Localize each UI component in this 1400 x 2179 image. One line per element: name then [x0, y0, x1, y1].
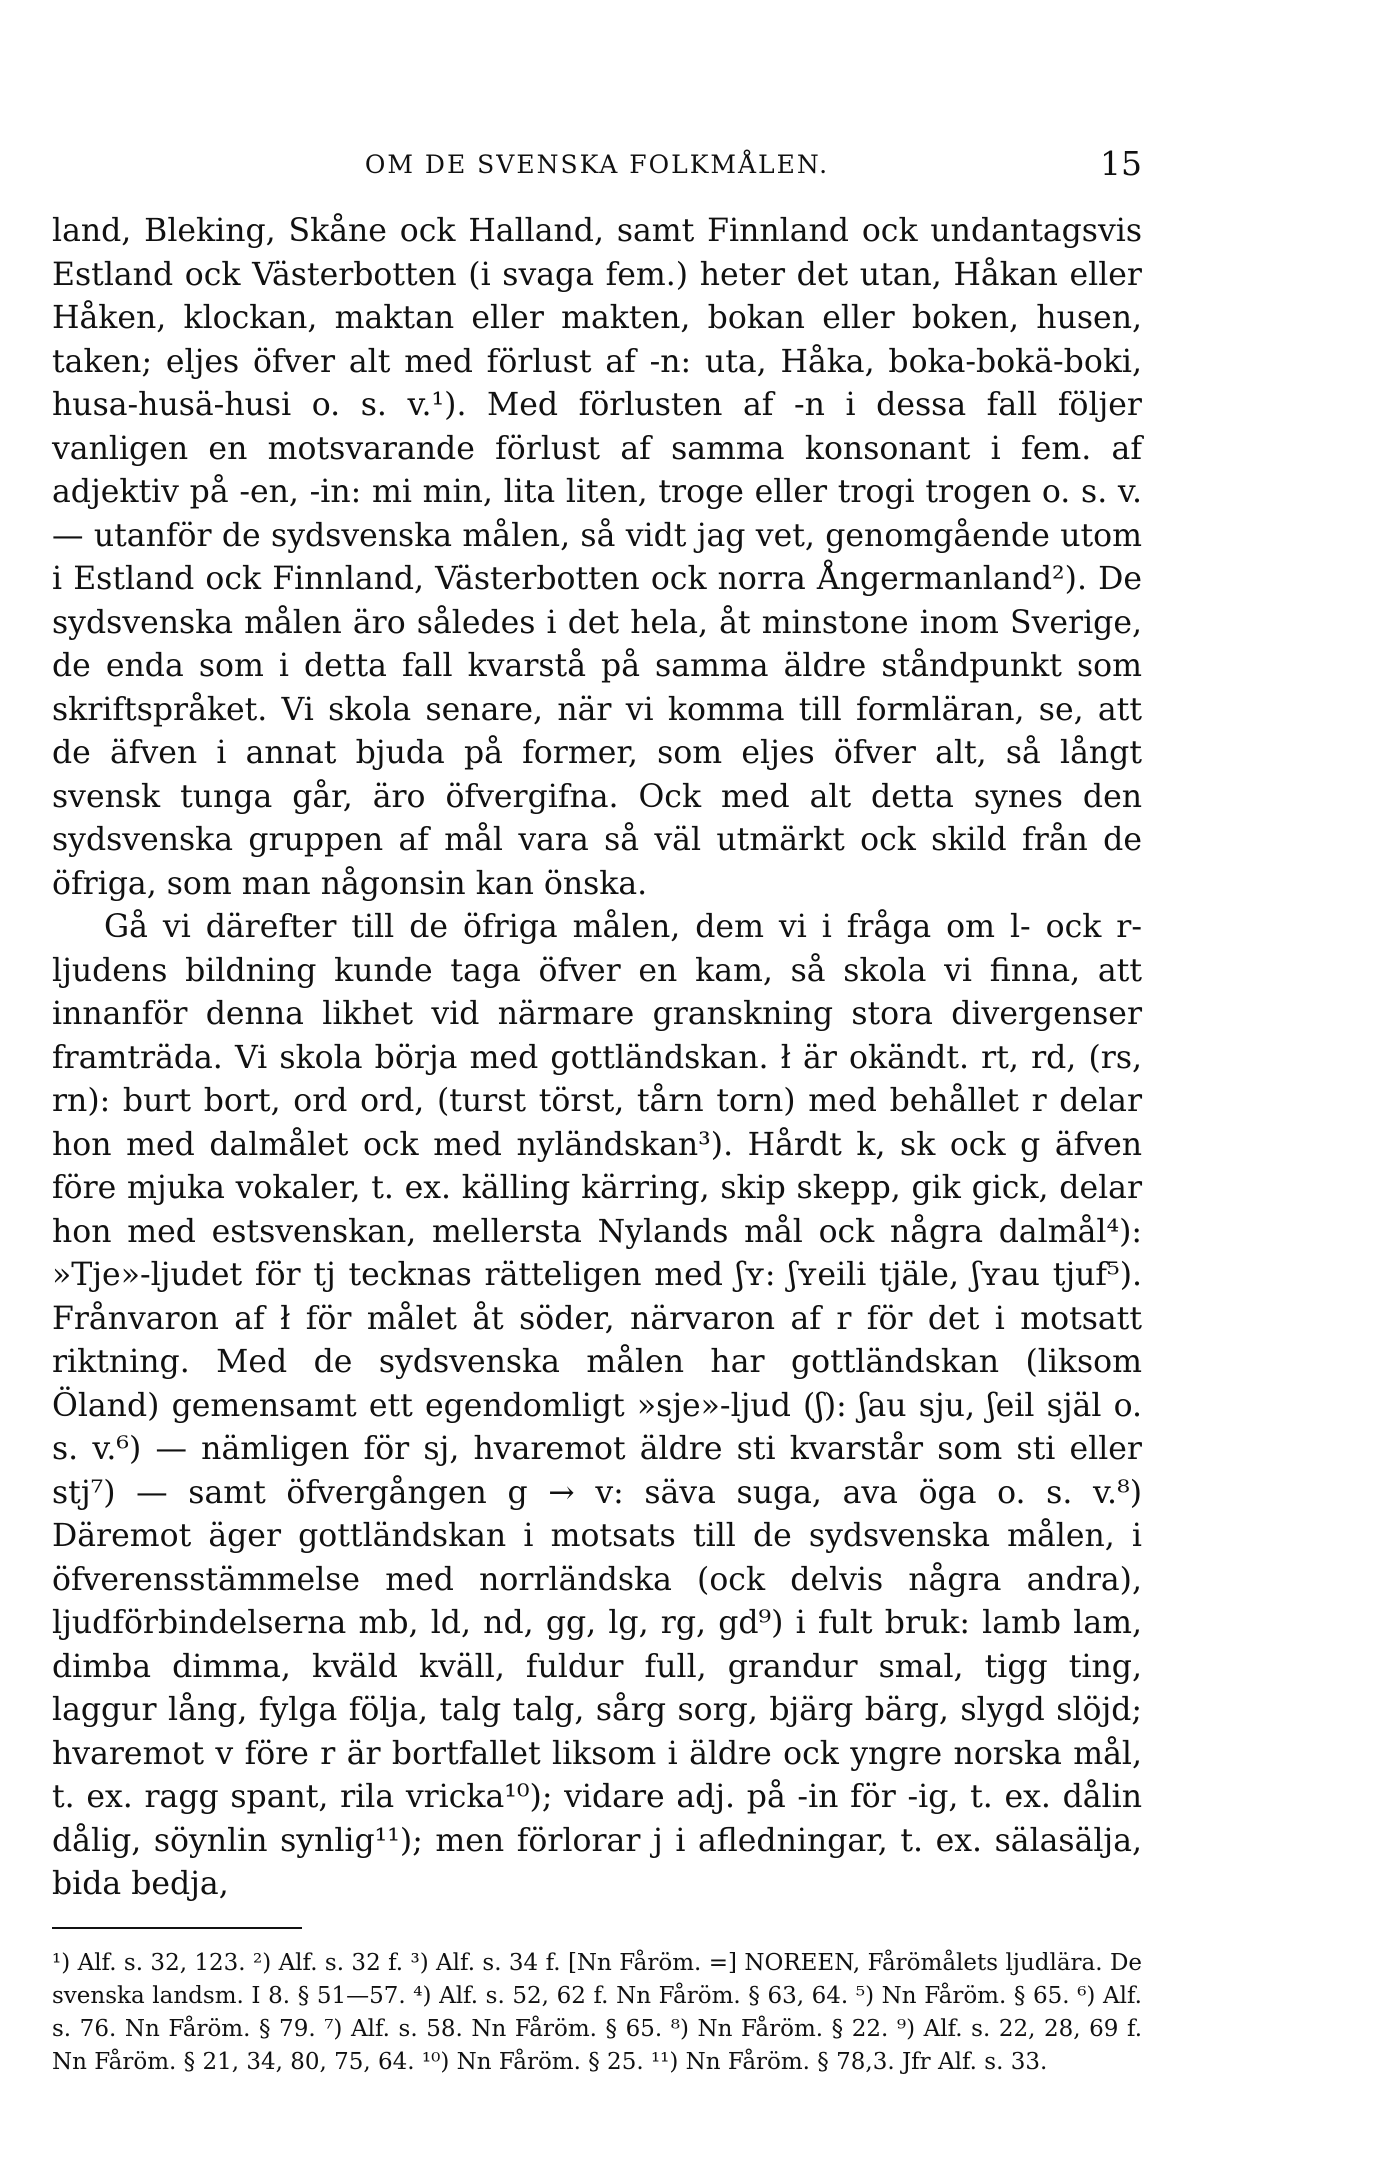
body-text [52, 210, 1142, 1907]
running-head [52, 144, 1142, 210]
running-title: OM DE SVENSKA FOLKMÅLEN. [364, 150, 830, 179]
paragraph: Gå vi därefter till de öfriga målen, dem vi i fråga om l- ock r-ljudens bildning kunde taga öfver en kam, så skola vi finna, att innanför denna likhet vid närmare granskning stora divergenser framträda. Vi skola börja med gottländskan. ł är okändt. rt, rd, (rs, rn): burt bort, ord ord, (turst törst, tårn torn) med behållet r delar hon med dalmålet ock med nyländskan³). Hårdt k, sk ock g äfven före mjuka vokaler, t. ex. källing kärring, skip skepp, gik gick, delar hon med estsvenskan, mellersta Nylands mål ock några dalmål⁴): »Tje»-ljudet för tj tecknas rätteligen med ʃʏ: ʃʏeili tjäle, ʃʏau tjuf⁵). Frånvaron af ł för målet åt söder, närvaron af r för det i motsatt riktning. Med de sydsvenska målen har gottländskan (liksom Öland) gemensamt ett egendomligt »sje»-ljud (ʃ): ʃau sju, ʃeil själ o. s. v.⁶) — nämligen för sj, hvaremot äldre sti kvarstår som sti eller stj⁷) — samt öfvergången g → v: säva suga, ava öga o. s. v.⁸) Däremot äger gottländskan i motsats till de sydsvenska målen, i öfverensstämmelse med norrländska (ock delvis några andra), ljudförbindelserna mb, ld, nd, gg, lg, rg, gd⁹) i fult bruk: lamb lam, dimba dimma, kväld kväll, fuldur full, grandur smal, tigg ting, laggur lång, fylga följa, talg talg, sårg sorg, bjärg bärg, slygd slöjd; hvaremot v före r är bortfallet liksom i äldre ock yngre norska mål, t. ex. ragg spant, rila vricka¹⁰); vidare adj. på -in för -ig, t. ex. dålin dålig, söynlin synlig¹¹); men förlorar j i afledningar, t. ex. sälasälja, bida bedja, [52, 909, 1142, 1902]
footnote-rule [52, 1927, 302, 1929]
footnotes [52, 1947, 1142, 2079]
paragraph: land, Bleking, Skåne ock Halland, samt Finnland ock undantagsvis Estland ock Västerbotten (i svaga fem.) heter det utan, Håkan eller Håken, klockan, maktan eller makten, bokan eller boken, husen, taken; eljes öfver alt med förlust af -n: uta, Håka, boka-bokä-boki, husa-husä-husi o. s. v.¹). Med förlusten af -n i dessa fall följer vanligen en motsvarande förlust af samma konsonant i fem. af adjektiv på -en, -in: mi min, lita liten, troge eller trogi trogen o. s. v. — utanför de sydsvenska målen, så vidt jag vet, genomgående utom i Estland ock Finnland, Västerbotten ock norra Ångermanland²). De sydsvenska målen äro således i det hela, åt minstone inom Sverige, de enda som i detta fall kvarstå på samma äldre ståndpunkt som skriftspråket. Vi skola senare, när vi komma till formläran, se, att de äfven i annat bjuda på former, som eljes öfver alt, så långt svensk tunga går, äro öfvergifna. Ock med alt detta synes den sydsvenska gruppen af mål vara så väl utmärkt ock skild från de öfriga, som man någonsin kan önska. [52, 213, 1142, 902]
footnote-text: ¹) Alf. s. 32, 123. ²) Alf. s. 32 f. ³) Alf. s. 34 f. [Nn Fåröm. =] NOREEN, Fårömålets ljudlära. De svenska landsm. I 8. § 51—57. ⁴) Alf. s. 52, 62 f. Nn Fåröm. § 63, 64. ⁵) Nn Fåröm. § 65. ⁶) Alf. s. 76. Nn Fåröm. § 79. ⁷) Alf. s. 58. Nn Fåröm. § 65. ⁸) Nn Fåröm. § 22. ⁹) Alf. s. 22, 28, 69 f. Nn Fåröm. § 21, 34, 80, 75, 64. ¹⁰) Nn Fåröm. § 25. ¹¹) Nn Fåröm. § 78,3. Jfr Alf. s. 33. [52, 1949, 1142, 2075]
page-number: 15 [1100, 144, 1142, 183]
book-page [52, 144, 1142, 2079]
